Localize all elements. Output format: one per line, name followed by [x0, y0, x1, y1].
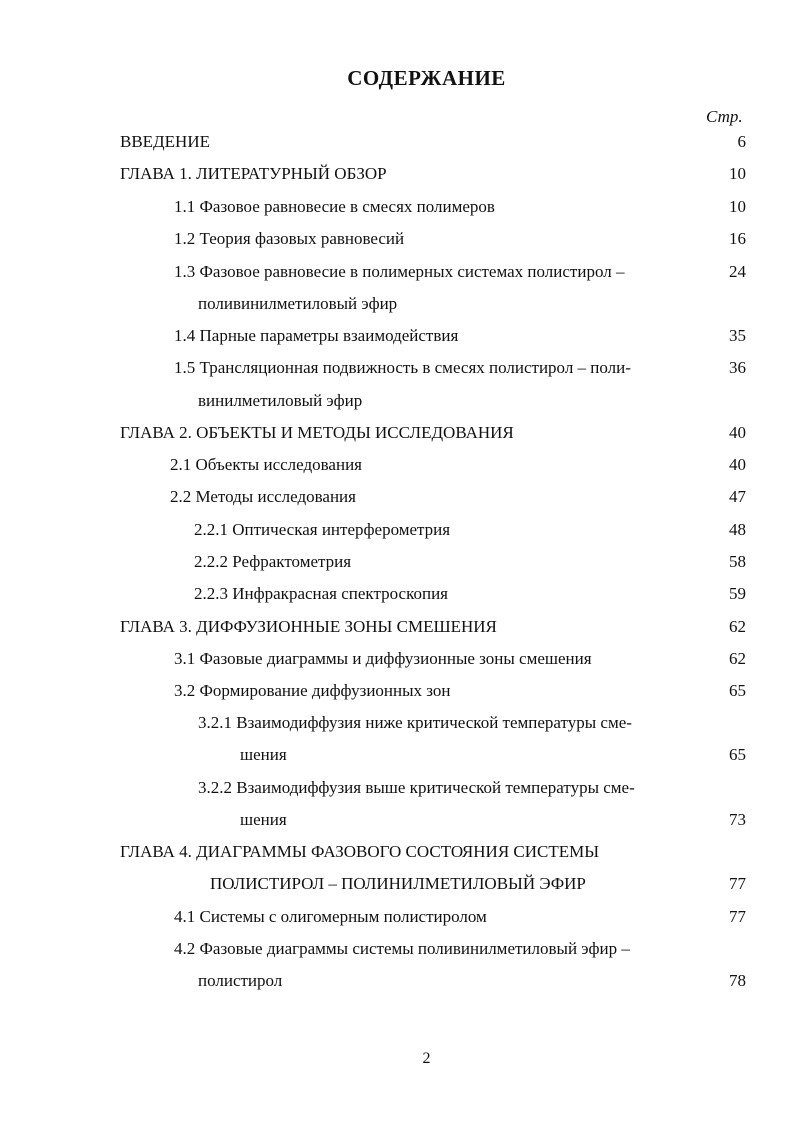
toc-subsection-text: 2.2.2 Рефрактометрия [194, 552, 352, 571]
toc-entry-page: 65 [729, 745, 746, 764]
toc-section-text: 2.1 Объекты исследования [170, 455, 362, 474]
toc-section-text: 1.2 Теория фазовых равновесий [174, 229, 405, 248]
toc-entry-page: 77 [729, 874, 746, 893]
toc-entry-page: 58 [729, 552, 746, 571]
page-number: 2 [422, 1050, 431, 1067]
toc-chapter-text: ГЛАВА 4. ДИАГРАММЫ ФАЗОВОГО СОСТОЯНИЯ СИСТЕМЫ [120, 842, 600, 861]
page-column-header: Стр. [706, 107, 743, 126]
toc-chapter-text: ГЛАВА 3. ДИФФУЗИОННЫЕ ЗОНЫ СМЕШЕНИЯ [120, 617, 497, 636]
toc-subsection-text: 3.2.2 Взаимодиффузия выше критической температуры сме- [198, 778, 635, 797]
toc-section-text: 2.2 Методы исследования [170, 487, 356, 506]
toc-entry-text: ВВЕДЕНИЕ [120, 132, 210, 151]
toc-entry-page: 62 [729, 649, 746, 668]
toc-entry-page: 40 [729, 455, 746, 474]
toc-section-text: 1.1 Фазовое равновесие в смесях полимеров [174, 197, 495, 216]
toc-section-text: 4.2 Фазовые диаграммы системы поливинилметиловый эфир – [174, 939, 630, 958]
toc-entry-page: 59 [729, 584, 746, 603]
toc-entry-page: 65 [729, 681, 746, 700]
toc-entry-page: 73 [729, 810, 746, 829]
toc-section-text: 3.2 Формирование диффузионных зон [174, 681, 451, 700]
toc-entry-page: 47 [729, 487, 746, 506]
toc-section-text: 1.4 Парные параметры взаимодействия [174, 326, 459, 345]
toc-section-text-continuation: винилметиловый эфир [198, 391, 363, 410]
toc-subsection-text: 2.2.1 Оптическая интерферометрия [194, 520, 451, 539]
toc-section-text: 4.1 Системы с олигомерным полистиролом [174, 907, 487, 926]
toc-entry-page: 62 [729, 617, 746, 636]
toc-subsection-text-continuation: шения [240, 810, 287, 829]
toc-entry-page: 78 [729, 971, 746, 990]
toc-entry-page: 40 [729, 423, 746, 442]
toc-entry-page: 35 [729, 326, 746, 345]
page-title: СОДЕРЖАНИЕ [347, 66, 506, 90]
toc-entry-page: 10 [729, 164, 746, 183]
toc-entry-page: 6 [737, 132, 746, 151]
toc-chapter-text-continuation: ПОЛИСТИРОЛ – ПОЛИНИЛМЕТИЛОВЫЙ ЭФИР [210, 874, 586, 893]
toc-section-text-continuation: поливинилметиловый эфир [198, 294, 398, 313]
toc-chapter-text: ГЛАВА 2. ОБЪЕКТЫ И МЕТОДЫ ИССЛЕДОВАНИЯ [120, 423, 514, 442]
toc-subsection-text: 3.2.1 Взаимодиффузия ниже критической температуры сме- [198, 713, 632, 732]
toc-section-text: 3.1 Фазовые диаграммы и диффузионные зоны смешения [174, 649, 592, 668]
toc-entry-page: 10 [729, 197, 746, 216]
toc-entry-page: 36 [729, 358, 746, 377]
toc-entry-page: 48 [729, 520, 746, 539]
toc-chapter-text: ГЛАВА 1. ЛИТЕРАТУРНЫЙ ОБЗОР [120, 164, 387, 183]
toc-entry-page: 16 [729, 229, 746, 248]
toc-subsection-text: 2.2.3 Инфракрасная спектроскопия [194, 584, 448, 603]
toc-entry-page: 24 [729, 262, 746, 281]
toc-section-text-continuation: полистирол [198, 971, 283, 990]
toc-section-text: 1.3 Фазовое равновесие в полимерных системах полистирол – [174, 262, 625, 281]
toc-section-text: 1.5 Трансляционная подвижность в смесях полистирол – поли- [174, 358, 631, 377]
toc-subsection-text-continuation: шения [240, 745, 287, 764]
toc-entry-page: 77 [729, 907, 746, 926]
